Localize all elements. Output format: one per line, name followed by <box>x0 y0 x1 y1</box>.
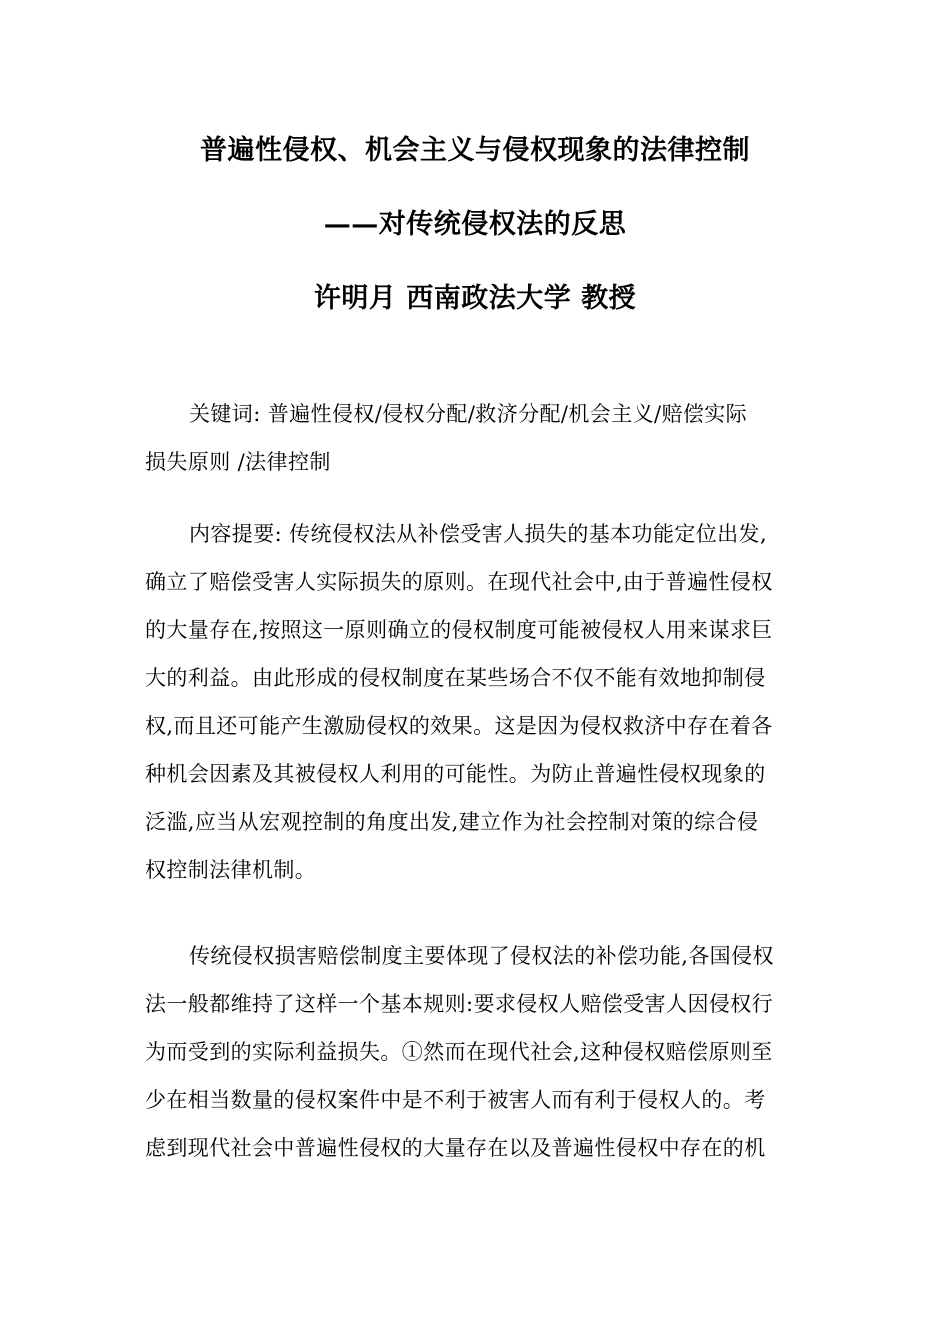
abstract-line: 内容提要: 传统侵权法从补偿受害人损失的基本功能定位出发, <box>189 522 768 546</box>
keywords-line: 损失原则 /法律控制 <box>145 450 331 474</box>
document-subtitle: ——对传统侵权法的反思 <box>323 209 627 240</box>
body-line: 传统侵权损害赔偿制度主要体现了侵权法的补偿功能,各国侵权 <box>189 944 774 968</box>
document-title: 普遍性侵权、机会主义与侵权现象的法律控制 <box>200 135 750 166</box>
keywords-paragraph <box>145 390 807 486</box>
abstract-line: 的大量存在,按照这一原则确立的侵权制度可能被侵权人用来谋求巨 <box>145 618 773 642</box>
body-line: 少在相当数量的侵权案件中是不利于被害人而有利于侵权人的。考 <box>145 1088 766 1112</box>
body-line: 法一般都维持了这样一个基本规则:要求侵权人赔偿受害人因侵权行 <box>145 992 774 1016</box>
abstract-line: 权控制法律机制。 <box>145 858 317 882</box>
abstract-line: 权,而且还可能产生激励侵权的效果。这是因为侵权救济中存在着各 <box>145 714 773 738</box>
body-paragraph <box>145 932 807 1172</box>
abstract-paragraph <box>145 510 807 894</box>
abstract-line: 泛滥,应当从宏观控制的角度出发,建立作为社会控制对策的综合侵 <box>145 810 759 834</box>
author-line: 许明月 西南政法大学 教授 <box>313 283 637 314</box>
keywords-line: 关键词: 普遍性侵权/侵权分配/救济分配/机会主义/赔偿实际 <box>189 402 748 426</box>
body-line: 虑到现代社会中普遍性侵权的大量存在以及普遍性侵权中存在的机 <box>145 1136 766 1160</box>
abstract-line: 大的利益。由此形成的侵权制度在某些场合不仅不能有效地抑制侵 <box>145 666 766 690</box>
body-line: 为而受到的实际利益损失。①然而在现代社会,这种侵权赔偿原则至 <box>145 1040 773 1064</box>
abstract-line: 确立了赔偿受害人实际损失的原则。在现代社会中,由于普遍性侵权 <box>145 570 773 594</box>
abstract-line: 种机会因素及其被侵权人利用的可能性。为防止普遍性侵权现象的 <box>145 762 766 786</box>
